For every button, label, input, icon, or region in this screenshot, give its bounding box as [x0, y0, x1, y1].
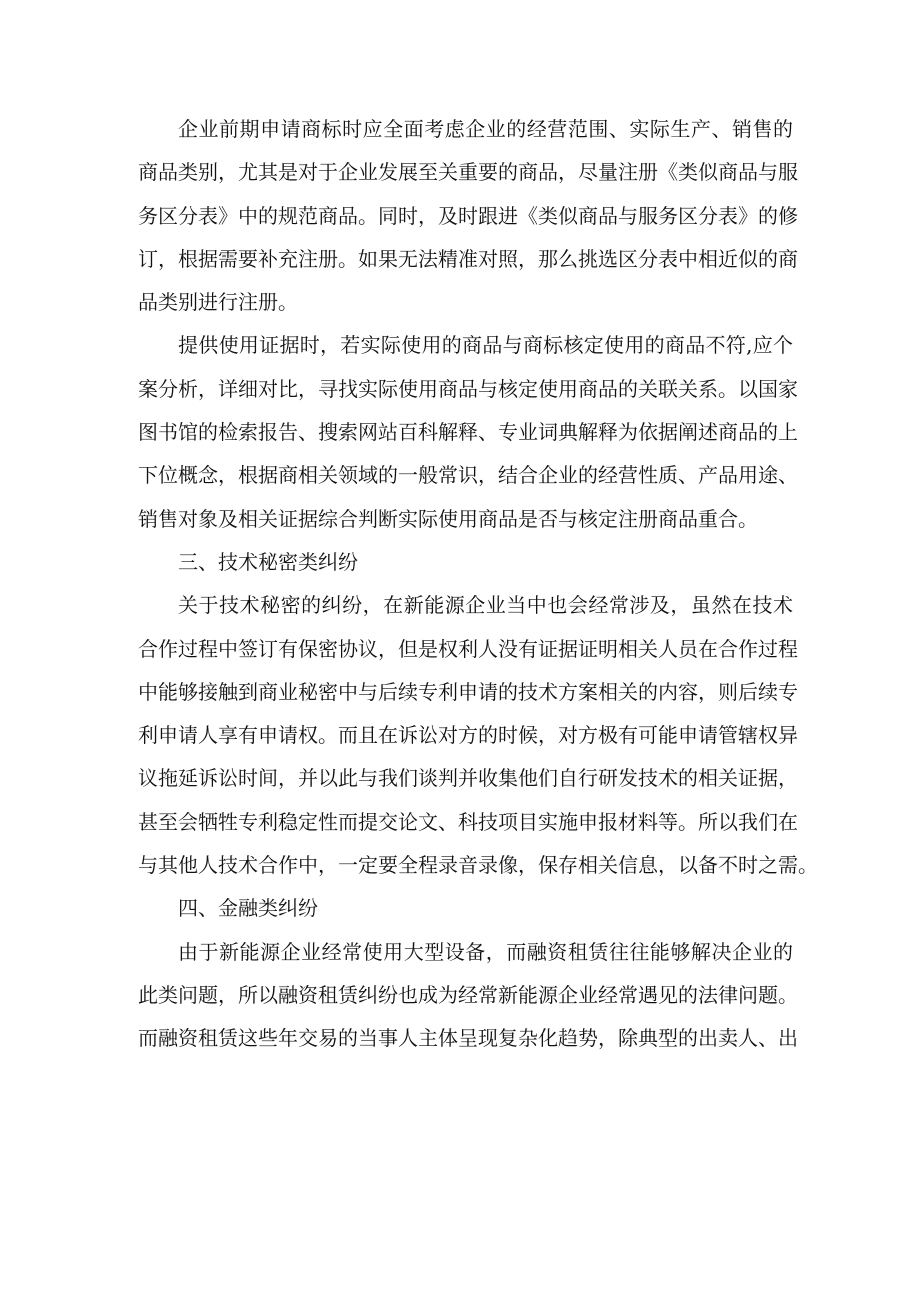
- text-line: 而融资租赁这些年交易的当事人主体呈现复杂化趋势，除典型的出卖人、出: [138, 1026, 798, 1051]
- document-page: [138, 108, 818, 1061]
- text-line: 案分析，详细对比，寻找实际使用商品与核定使用商品的关联关系。以国家: [138, 376, 798, 401]
- text-line: 中能够接触到商业秘密中与后续专利申请的技术方案相关的内容，则后续专: [138, 679, 798, 704]
- text-line: 商品类别，尤其是对于企业发展至关重要的商品，尽量注册《类似商品与服: [138, 160, 798, 185]
- text-line: 由于新能源企业经常使用大型设备，而融资租赁往往能够解决企业的: [178, 939, 793, 964]
- paragraph-technical-secrets: [138, 584, 818, 887]
- section-heading: 四、金融类纠纷: [178, 896, 318, 921]
- text-line: 销售对象及相关证据综合判断实际使用商品是否与核定注册商品重合。: [138, 506, 758, 531]
- text-line: 合作过程中签订有保密协议，但是权利人没有证据证明相关人员在合作过程: [138, 636, 798, 661]
- text-line: 品类别进行注册。: [138, 290, 298, 315]
- text-line: 关于技术秘密的纠纷，在新能源企业当中也会经常涉及，虽然在技术: [178, 593, 793, 618]
- paragraph-financial-leasing: [138, 931, 798, 1061]
- text-line: 议拖延诉讼时间，并以此与我们谈判并收集他们自行研发技术的相关证据，: [138, 766, 798, 791]
- section-heading: 三、技术秘密类纠纷: [178, 549, 358, 574]
- text-line: 甚至会牺牲专利稳定性而提交论文、科技项目实施申报材料等。所以我们在: [138, 809, 798, 834]
- text-line: 此类问题，所以融资租赁纠纷也成为经常新能源企业经常遇见的法律问题。: [138, 982, 798, 1007]
- section-heading-technical-secrets: [138, 541, 793, 584]
- section-heading-financial: [138, 887, 793, 930]
- text-line: 利申请人享有申请权。而且在诉讼对方的时候，对方极有可能申请管辖权异: [138, 723, 798, 748]
- paragraph-trademark-registration: [138, 108, 798, 324]
- text-line: 订，根据需要补充注册。如果无法精准对照，那么挑选区分表中相近似的商: [138, 246, 798, 271]
- text-line: 务区分表》中的规范商品。同时，及时跟进《类似商品与服务区分表》的修: [138, 203, 798, 228]
- text-line: 企业前期申请商标时应全面考虑企业的经营范围、实际生产、销售的: [178, 117, 793, 141]
- text-line: 与其他人技术合作中，一定要全程录音录像，保存相关信息，以备不时之需。: [138, 853, 818, 878]
- text-line: 下位概念，根据商相关领域的一般常识，结合企业的经营性质、产品用途、: [138, 463, 798, 488]
- paragraph-usage-evidence: [138, 324, 798, 540]
- text-line: 图书馆的检索报告、搜索网站百科解释、专业词典解释为依据阐述商品的上: [138, 420, 798, 445]
- text-line: 提供使用证据时，若实际使用的商品与商标核定使用的商品不符,应个: [178, 333, 793, 358]
